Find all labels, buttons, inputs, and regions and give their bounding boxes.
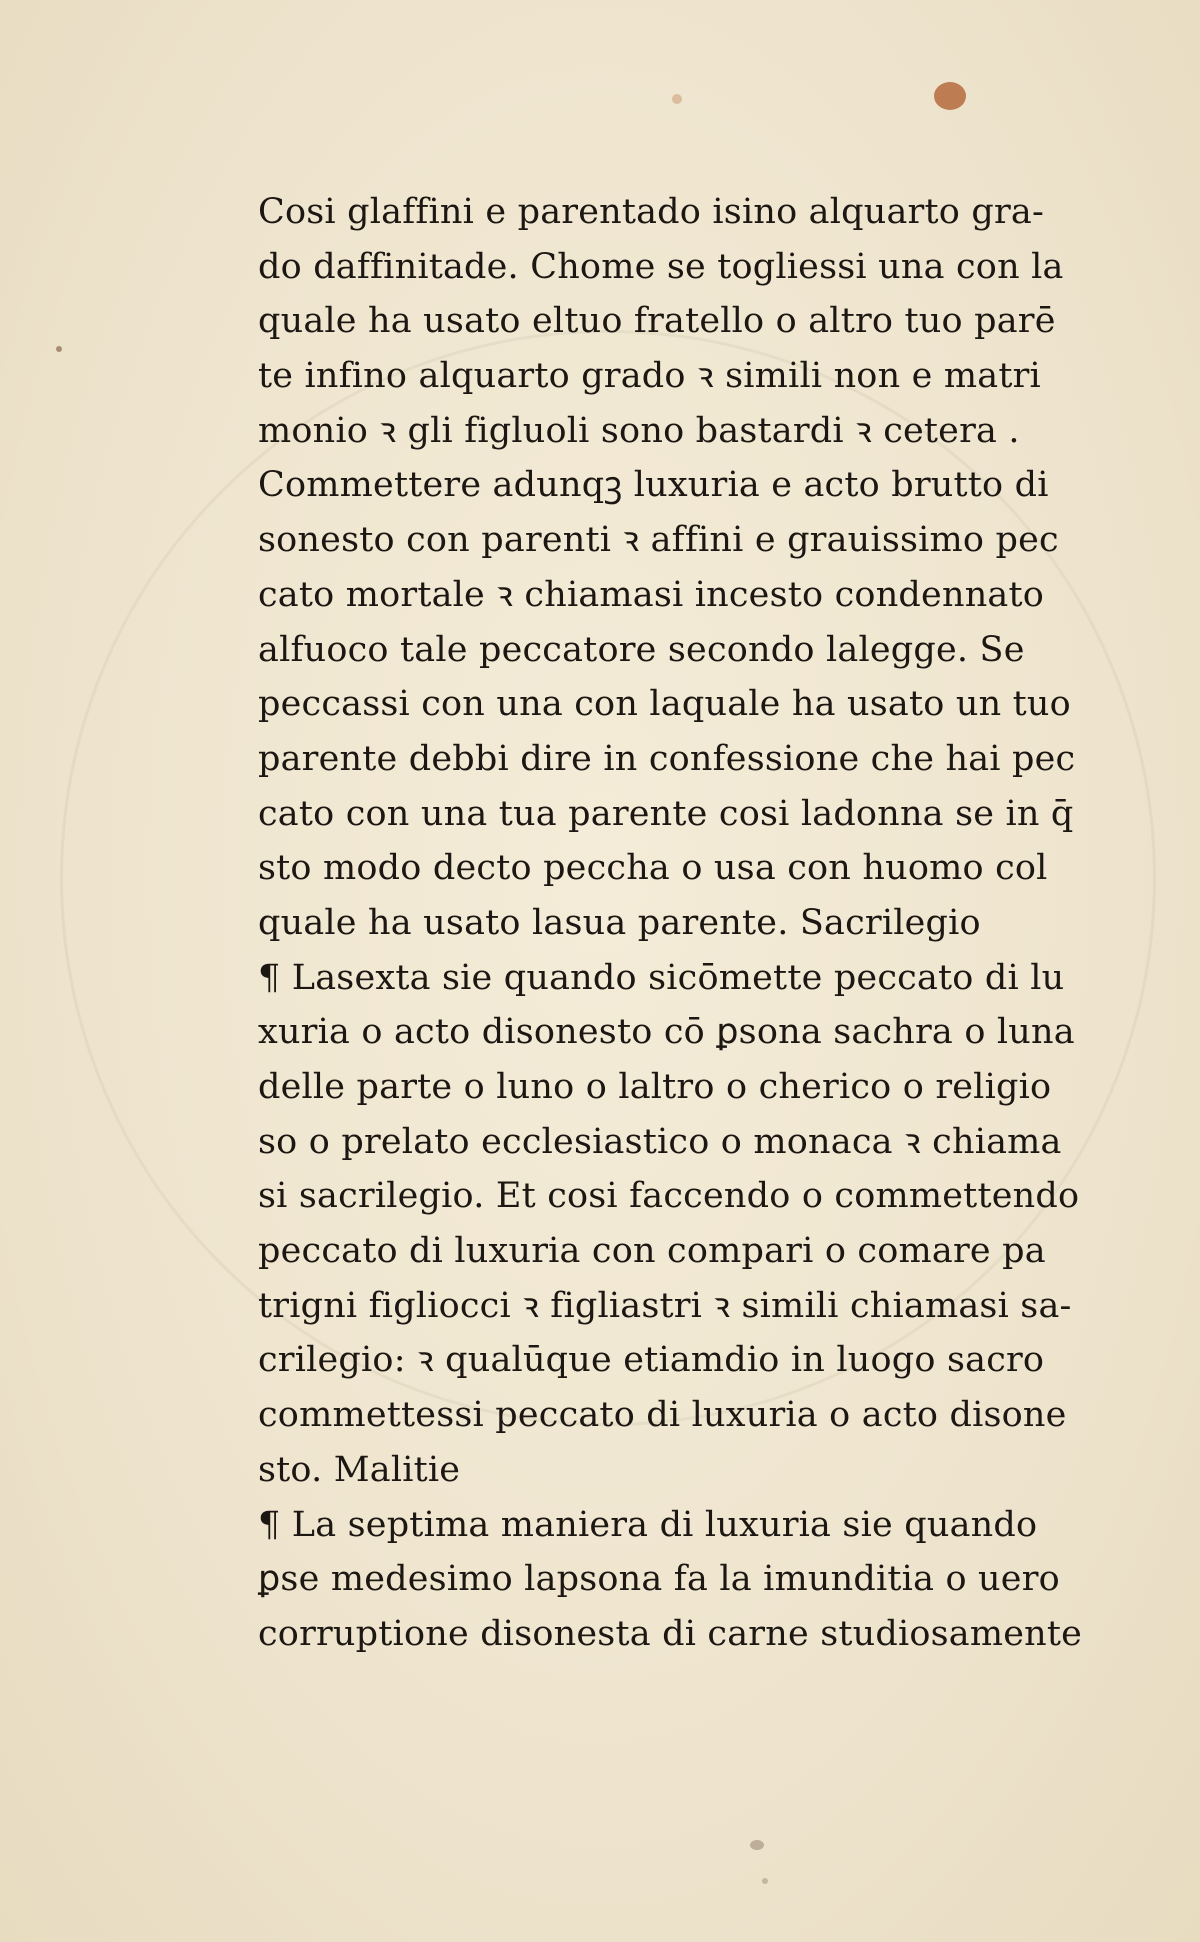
text-line-13: sto modo decto peccha o usa con huomo col — [258, 848, 1048, 889]
ink-stain — [934, 82, 966, 110]
text-line-26: ꝑse medesimo lapsona fa la imunditia o uero — [258, 1559, 1060, 1600]
text-line-8: cato mortale ꝛ chiamasi incesto condennato — [258, 574, 1045, 615]
text-block — [258, 185, 1088, 1662]
paper-spot — [762, 1878, 768, 1884]
paper-spot — [672, 94, 682, 104]
text-line-15: ¶ Lasexta sie quando sicōmette peccato di lu — [258, 957, 1065, 998]
text-line-14: quale ha usato lasua parente. Sacrilegio — [258, 902, 981, 943]
text-line-7: sonesto con parenti ꝛ affini e grauissimo pec — [258, 520, 1059, 561]
text-line-2: do daffinitade. Chome se togliessi una con la — [258, 246, 1064, 287]
text-line-1: Cosi glaffini e parentado isino alquarto gra- — [258, 192, 1044, 232]
text-line-21: trigni figliocci ꝛ figliastri ꝛ simili chiamasi sa- — [258, 1285, 1072, 1326]
text-line-20: peccato di luxuria con compari o comare pa — [258, 1231, 1046, 1272]
text-line-22: crilegio: ꝛ qualūque etiamdio in luogo sacro — [258, 1340, 1045, 1381]
paper-spot — [56, 346, 62, 352]
text-line-23: commettessi peccato di luxuria o acto disone — [258, 1395, 1067, 1436]
text-line-4: te infino alquarto grado ꝛ simili non e matri — [258, 356, 1041, 397]
text-line-9: alfuoco tale peccatore secondo lalegge. Se — [258, 629, 1025, 670]
text-line-3: quale ha usato eltuo fratello o altro tuo parē — [258, 301, 1056, 342]
text-line-25: ¶ La septima maniera di luxuria sie quando — [258, 1504, 1038, 1545]
text-line-16: xuria o acto disonesto cō ꝑsona sachra o luna — [258, 1012, 1075, 1053]
text-line-24: sto. Malitie — [258, 1449, 461, 1490]
paper-spot — [750, 1840, 764, 1850]
text-line-18: so o prelato ecclesiastico o monaca ꝛ chiama — [258, 1121, 1062, 1162]
text-line-19: si sacrilegio. Et cosi faccendo o commettendo — [258, 1176, 1080, 1217]
text-line-12: cato con una tua parente cosi ladonna se in q̄ — [258, 793, 1074, 834]
text-line-10: peccassi con una con laquale ha usato un tuo — [258, 684, 1071, 725]
text-line-6: Commettere adunqꝫ luxuria e acto brutto di — [258, 465, 1049, 506]
text-line-5: monio ꝛ gli figluoli sono bastardi ꝛ cetera . — [258, 410, 1020, 451]
text-line-17: delle parte o luno o laltro o cherico o religio — [258, 1067, 1052, 1107]
text-line-11: parente debbi dire in confessione che hai pec — [258, 738, 1076, 779]
text-line-27: corruptione disonesta di carne studiosamente — [258, 1613, 1083, 1654]
